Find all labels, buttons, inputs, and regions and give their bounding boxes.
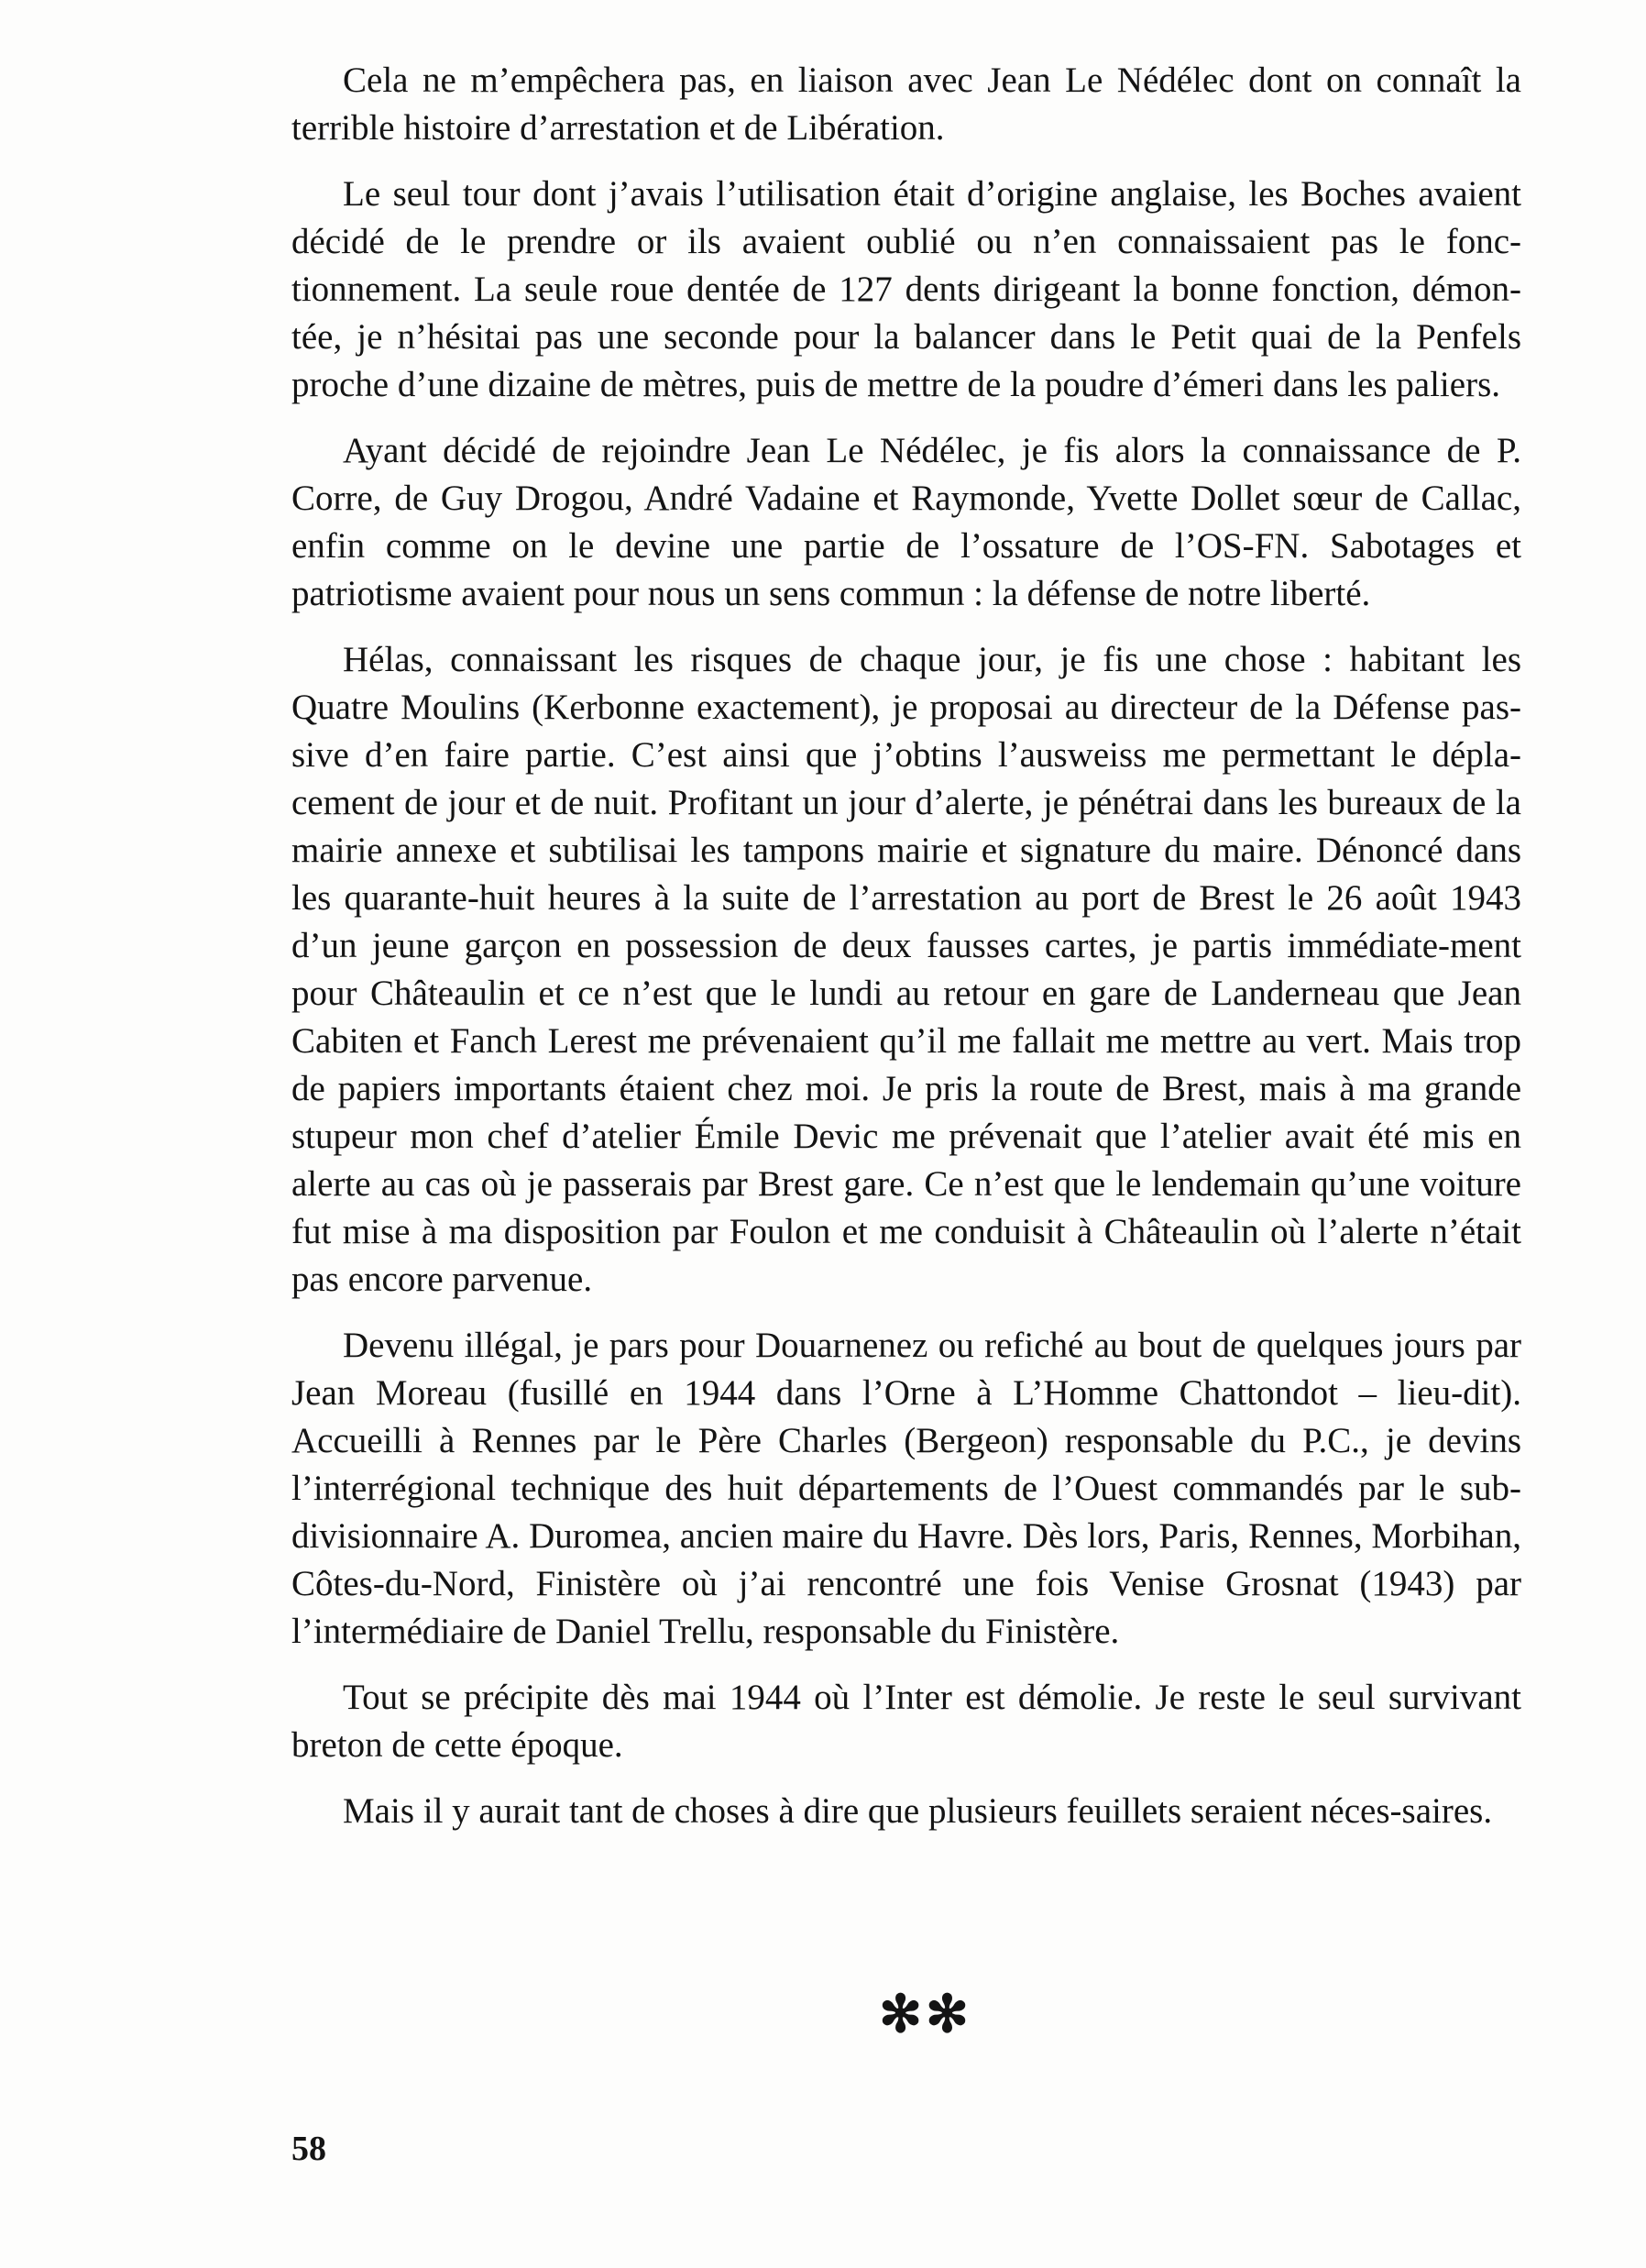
section-separator: ✻✻ <box>879 1987 972 2043</box>
body-text <box>291 57 1521 1854</box>
paragraph-1: Cela ne m’empêchera pas, en liaison avec Jean Le Nédélec dont on connaît la terrible histoire d’arrestation et de Libération. <box>291 61 1521 148</box>
paragraph-5: Devenu illégal, je pars pour Douarnenez ou refiché au bout de quelques jours par Jean Moreau (fusillé en 1944 dans l’Orne à L’Homme Chattondot – lieu-dit). Accueilli à Rennes par le Père Charles (Bergeon) responsable du P.C., je devins l’interrégional technique des huit départements de l’Ouest commandés par le sub-divisionnaire A. Duromea, ancien maire du Havre. Dès lors, Paris, Rennes, Morbihan, Côtes-du-Nord, Finistère où j’ai rencontré une fois Venise Grosnat (1943) par l’intermédiaire de Daniel Trellu, responsable du Finistère. <box>291 1326 1521 1651</box>
page-number: 58 <box>291 2130 326 2168</box>
paragraph-3: Ayant décidé de rejoindre Jean Le Nédélec, je fis alors la connaissance de P. Corre, de Guy Drogou, André Vadaine et Raymonde, Yvette Dollet sœur de Callac, enfin comme on le devine une partie de l’ossature de l’OS-FN. Sabotages et patriotisme avaient pour nous un sens commun : la défense de notre liberté. <box>291 431 1521 613</box>
paragraph-2: Le seul tour dont j’avais l’utilisation était d’origine anglaise, les Boches avaient décidé de le prendre or ils avaient oublié ou n’en connaissaient pas le fonc-tionnement. La seule roue dentée de 127 dents dirigeant la bonne fonction, démon-tée, je n’hésitai pas une seconde pour la balancer dans le Petit quai de la Penfels proche d’une dizaine de mètres, puis de mettre de la poudre d’émeri dans les paliers. <box>291 174 1521 404</box>
paragraph-4: Hélas, connaissant les risques de chaque jour, je fis une chose : habitant les Quatre Moulins (Kerbonne exactement), je proposai au directeur de la Défense pas-sive d’en faire partie. C’est ainsi que j’obtins l’ausweiss me permettant le dépla-cement de jour et de nuit. Profitant un jour d’alerte, je pénétrai dans les bureaux de la mairie annexe et subtilisai les tampons mairie et signature du maire. Dénoncé dans les quarante-huit heures à la suite de l’arrestation au port de Brest le 26 août 1943 d’un jeune garçon en possession de deux fausses cartes, je partis immédiate-ment pour Châteaulin et ce n’est que le lundi au retour en gare de Landerneau que Jean Cabiten et Fanch Lerest me prévenaient qu’il me fallait me mettre au vert. Mais trop de papiers importants étaient chez moi. Je pris la route de Brest, mais à ma grande stupeur mon chef d’atelier Émile Devic me prévenait que l’atelier avait été mis en alerte au cas où je passerais par Brest gare. Ce n’est que le lendemain qu’une voiture fut mise à ma disposition par Foulon et me conduisit à Châteaulin où l’alerte n’était pas encore parvenue. <box>291 640 1521 1299</box>
paragraph-6: Tout se précipite dès mai 1944 où l’Inter est démolie. Je reste le seul survivant breton de cette époque. <box>291 1678 1521 1765</box>
paragraph-7: Mais il y aurait tant de choses à dire que plusieurs feuillets seraient néces-saires. <box>343 1791 1493 1831</box>
